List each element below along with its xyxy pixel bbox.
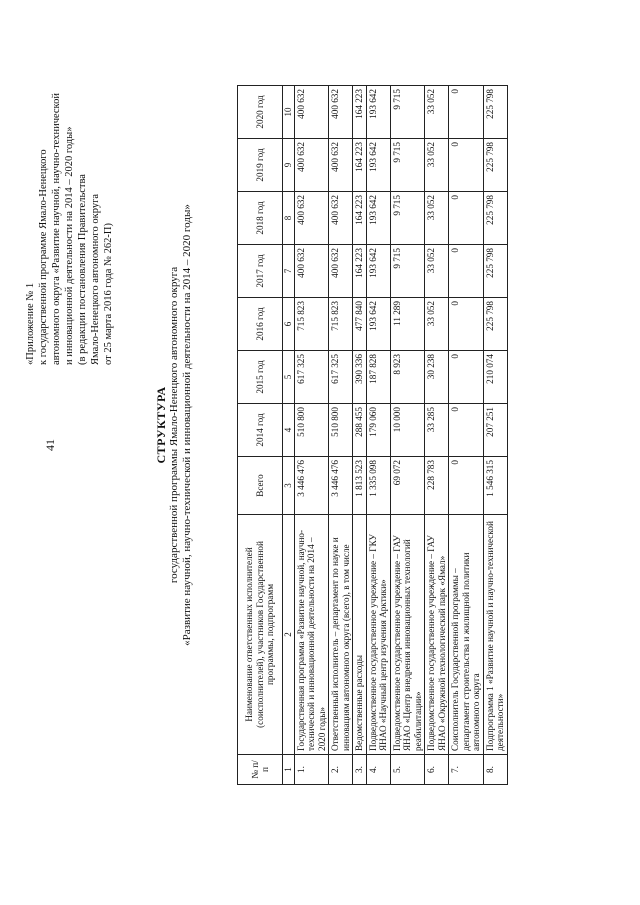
value-cell: 164 223 (353, 245, 367, 298)
table-row (294, 86, 329, 785)
appendix-line: и инновационной деятельности на 2014 – 2020 годы» (64, 126, 75, 365)
row-name-cell: Ответственный исполнитель – департамент по науке и инновациям автономного округа (всего), в том числе (329, 515, 353, 755)
table-row (449, 86, 484, 785)
row-name-cell: Подведомственное государственное учреждение – ГКУ ЯНАО «Научный центр изучения Арктики» (366, 515, 390, 755)
value-cell: 30 238 (425, 351, 449, 404)
value-cell: 210 074 (483, 351, 507, 404)
row-number-cell: 2. (329, 755, 353, 785)
value-cell: 715 823 (294, 298, 329, 351)
value-cell: 11 289 (390, 298, 425, 351)
header-cell: 2015 год (238, 351, 283, 404)
value-cell: 225 798 (483, 245, 507, 298)
row-name-cell: Ведомственные расходы (353, 515, 367, 755)
value-cell: 193 642 (366, 298, 390, 351)
column-index-row (283, 86, 295, 785)
structure-table (237, 85, 508, 785)
row-number-cell: 4. (366, 755, 390, 785)
value-cell: 9 715 (390, 192, 425, 245)
row-number-cell: 3. (353, 755, 367, 785)
value-cell: 33 285 (425, 404, 449, 457)
value-cell: 9 715 (390, 245, 425, 298)
value-cell: 400 632 (294, 192, 329, 245)
value-cell: 510 800 (294, 404, 329, 457)
value-cell: 225 798 (483, 86, 507, 139)
page-number: 41 (43, 439, 57, 451)
header-cell: 2014 год (238, 404, 283, 457)
value-cell: 9 715 (390, 86, 425, 139)
title-heading: СТРУКТУРА (154, 386, 168, 464)
index-cell: 8 (283, 192, 295, 245)
appendix-line: «Приложение № 1 (25, 282, 36, 365)
table-row (425, 86, 449, 785)
title-line-1: государственной программы Ямало-Ненецкого автономного округа (168, 266, 180, 584)
value-cell: 617 325 (329, 351, 353, 404)
row-name-cell: Подпрограмма 1 «Развитие научной и научно-технической деятельности» (483, 515, 507, 755)
value-cell: 1 335 098 (366, 457, 390, 515)
value-cell: 400 632 (294, 245, 329, 298)
header-cell: 2018 год (238, 192, 283, 245)
value-cell: 225 798 (483, 298, 507, 351)
value-cell: 0 (449, 351, 484, 404)
value-cell: 193 642 (366, 245, 390, 298)
row-name-cell: Государственная программа «Развитие научной, научно-технической и инновационной деятельности на 2014 – 2020 годы» (294, 515, 329, 755)
index-cell: 2 (283, 515, 295, 755)
index-cell: 9 (283, 139, 295, 192)
value-cell: 187 828 (366, 351, 390, 404)
value-cell: 477 840 (353, 298, 367, 351)
row-number-cell: 1. (294, 755, 329, 785)
row-number-cell: 7. (449, 755, 484, 785)
appendix-line: Ямало-Ненецкого автономного округа (90, 193, 101, 365)
value-cell: 1 546 315 (483, 457, 507, 515)
table-row (366, 86, 390, 785)
index-cell: 1 (283, 755, 295, 785)
value-cell: 33 052 (425, 86, 449, 139)
value-cell: 400 632 (294, 139, 329, 192)
value-cell: 225 798 (483, 139, 507, 192)
appendix-line: от 25 марта 2016 года № 262-П) (103, 222, 114, 365)
value-cell: 3 446 476 (294, 457, 329, 515)
value-cell: 617 325 (294, 351, 329, 404)
value-cell: 288 455 (353, 404, 367, 457)
table-body (294, 86, 507, 785)
value-cell: 33 052 (425, 298, 449, 351)
header-cell: 2019 год (238, 139, 283, 192)
value-cell: 0 (449, 245, 484, 298)
value-cell: 164 223 (353, 139, 367, 192)
value-cell: 164 223 (353, 86, 367, 139)
value-cell: 0 (449, 298, 484, 351)
index-cell: 4 (283, 404, 295, 457)
value-cell: 9 715 (390, 139, 425, 192)
appendix-line: (в редакции постановления Правительства (77, 174, 88, 365)
value-cell: 400 632 (294, 86, 329, 139)
table-header-row (238, 86, 283, 785)
value-cell: 164 223 (353, 192, 367, 245)
header-cell: 2020 год (238, 86, 283, 139)
value-cell: 0 (449, 86, 484, 139)
value-cell: 510 800 (329, 404, 353, 457)
value-cell: 33 052 (425, 245, 449, 298)
table-row (483, 86, 507, 785)
value-cell: 225 798 (483, 192, 507, 245)
row-number-cell: 5. (390, 755, 425, 785)
value-cell: 0 (449, 192, 484, 245)
table-row (353, 86, 367, 785)
header-cell: 2017 год (238, 245, 283, 298)
header-cell: Всего (238, 457, 283, 515)
header-cell: № п/п (238, 755, 283, 785)
value-cell: 10 000 (390, 404, 425, 457)
value-cell: 33 052 (425, 139, 449, 192)
value-cell: 400 632 (329, 192, 353, 245)
value-cell: 390 336 (353, 351, 367, 404)
value-cell: 8 923 (390, 351, 425, 404)
value-cell: 3 446 476 (329, 457, 353, 515)
value-cell: 400 632 (329, 139, 353, 192)
table-row (329, 86, 353, 785)
value-cell: 228 783 (425, 457, 449, 515)
value-cell: 400 632 (329, 245, 353, 298)
value-cell: 0 (449, 457, 484, 515)
row-name-cell: Соисполнитель Государственной программы – департамент строительства и жилищной политики автономного округа (449, 515, 484, 755)
header-cell: 2016 год (238, 298, 283, 351)
value-cell: 0 (449, 139, 484, 192)
row-name-cell: Подведомственное государственное учреждение – ГАУ ЯНАО «Центр внедрения инновационных технологий реабилитации» (390, 515, 425, 755)
row-number-cell: 8. (483, 755, 507, 785)
value-cell: 69 072 (390, 457, 425, 515)
value-cell: 207 251 (483, 404, 507, 457)
value-cell: 193 642 (366, 86, 390, 139)
table-row (390, 86, 425, 785)
appendix-line: к государственной программе Ямало-Ненецкого (38, 149, 49, 365)
row-name-cell: Подведомственное государственное учреждение – ГАУ ЯНАО «Окружной технологический парк «Ямал» (425, 515, 449, 755)
document-title (155, 45, 194, 805)
appendix-line: автономного округа «Развитие научной, научно-технической (51, 93, 62, 365)
index-cell: 3 (283, 457, 295, 515)
index-cell: 5 (283, 351, 295, 404)
value-cell: 0 (449, 404, 484, 457)
value-cell: 400 632 (329, 86, 353, 139)
value-cell: 715 823 (329, 298, 353, 351)
value-cell: 179 060 (366, 404, 390, 457)
value-cell: 1 813 523 (353, 457, 367, 515)
index-cell: 7 (283, 245, 295, 298)
row-number-cell: 6. (425, 755, 449, 785)
index-cell: 6 (283, 298, 295, 351)
index-cell: 10 (283, 86, 295, 139)
value-cell: 193 642 (366, 139, 390, 192)
value-cell: 33 052 (425, 192, 449, 245)
value-cell: 193 642 (366, 192, 390, 245)
appendix-note (24, 25, 115, 365)
title-line-2: «Развитие научной, научно-технической и инновационной деятельности на 2014 – 2020 годы» (181, 204, 193, 646)
header-cell: Наименование ответственных исполнителей (соисполнителей), участников Государственной программы, подпрограмм (238, 515, 283, 755)
